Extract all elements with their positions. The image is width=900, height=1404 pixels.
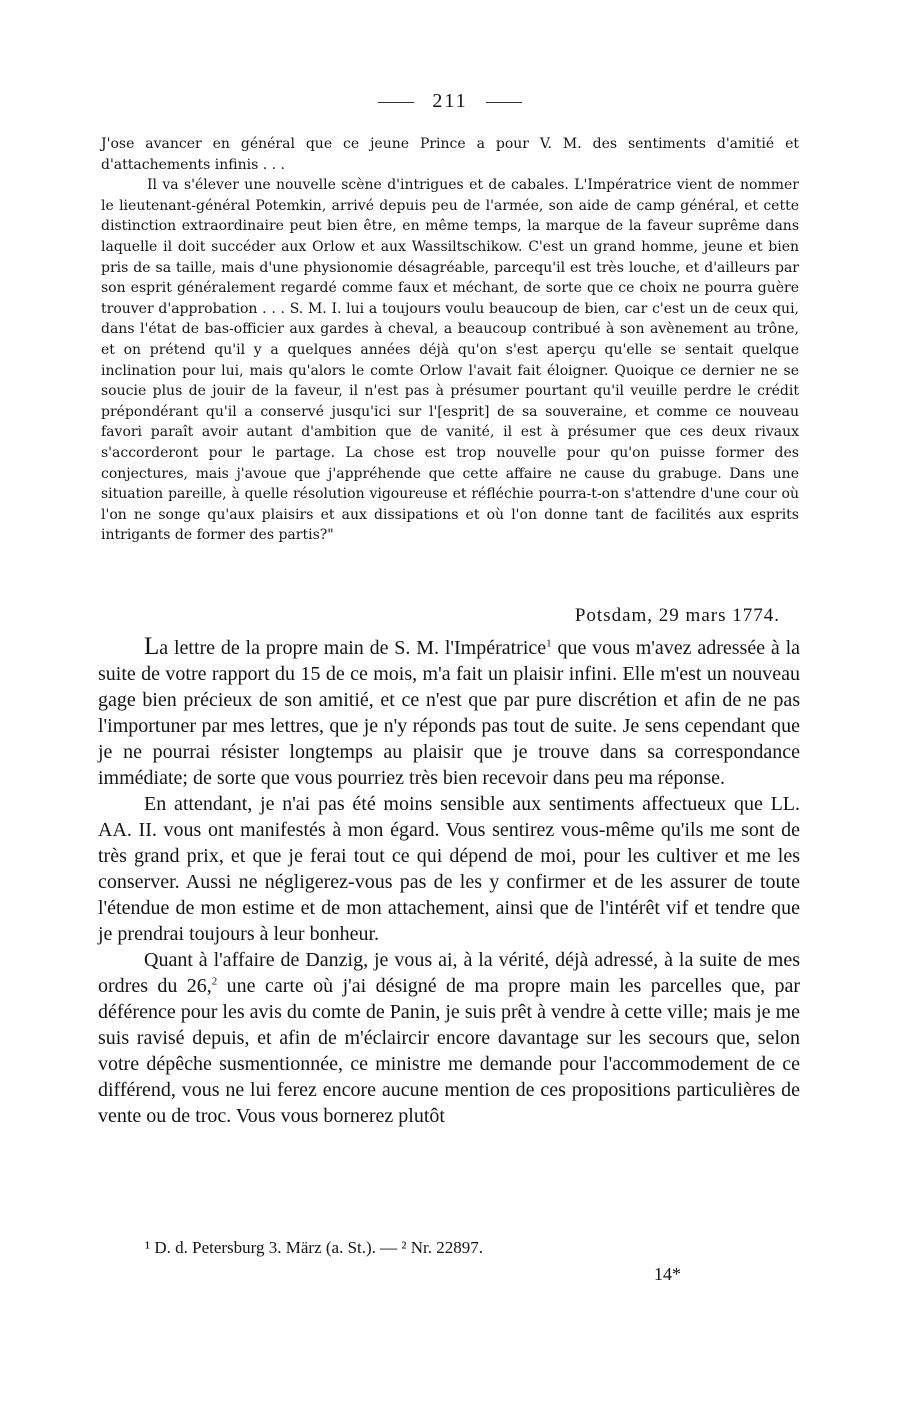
letter-paragraph: En attendant, je n'ai pas été moins sensible aux sentiments affectueux que LL. AA. II. vous ont manifestés à mon égard. Vous sentirez vous-même qu'ils me sont de très grand prix, et que je ferai tout ce qui dépend de moi, pour les cultiver et me les conserver. Aussi ne négligerez-vous pas de les y confirmer et de les assurer de toute l'étendue de mon estime et de mon attachement, ainsi que de l'intérêt vif et tendre que je prendrai toujours à leur bonheur. xyxy=(98,793,800,945)
footnote-marker: 1 xyxy=(546,637,552,650)
page-number: 211 xyxy=(432,90,468,112)
letter-paragraph xyxy=(98,947,800,1129)
quoted-report xyxy=(101,134,799,546)
header-rule-right xyxy=(486,102,522,103)
initial-letter: L xyxy=(144,633,160,660)
letter-text: que vous m'avez adressée à la suite de votre rapport du 15 de ce mois, m'a fait un plaisir infini. Elle m'est un nouveau gage bien précieux de son amitié, et ce n'est que par pure discrétion et afin de ne pas l'importuner par mes lettres, que je n'y réponds pas tout de suite. Je sens cependant que je ne pourrai résister longtemps au plaisir que je trouve dans sa correspondance immédiate; de sorte que vous pourriez très bien recevoir dans peu ma réponse. xyxy=(98,637,800,789)
letter-text: Quant à l'affaire de Danzig, je vous ai, à la vérité, déjà adressé, à la suite de mes ordres du 26, xyxy=(98,949,800,997)
letter-text: une carte où j'ai désigné de ma propre main les parcelles que, par déférence pour les avis du comte de Panin, je suis prêt à vendre à cette ville; mais je me suis ravisé depuis, et afin de m'éclaircir encore davantage sur les secours que, selon votre dépêche susmentionnée, ce ministre me demande pour l'accommodement de ce différend, vous ne lui ferez encore aucune mention de ces propositions particulières de vente ou de troc. Vous vous bornerez plutôt xyxy=(98,975,801,1127)
signature-mark: 14* xyxy=(654,1264,681,1284)
quote-paragraph: Il va s'élever une nouvelle scène d'intrigues et de cabales. L'Impératrice vient de nommer le lieutenant-général Potemkin, arrivé depuis peu de l'armée, son aide de camp général, et cette distinction extraordinaire peut bien être, en même temps, la marque de la faveur suprême dans laquelle il doit succéder aux Orlow et aux Wassiltschikow. C'est un grand homme, jeune et bien pris de sa taille, mais d'une physionomie désagréable, parcequ'il est très louche, et d'ailleurs par son esprit généralement regardé comme faux et méchant, de sorte que ce choix ne pourra guère trouver d'approbation . . . S. M. I. lui a toujours voulu beaucoup de bien, car c'est un de ceux qui, dans l'état de bas-officier aux gardes à cheval, a beaucoup contribué à son avènement au trône, et on prétend qu'il y a quelques années déjà qu'on s'est aperçu qu'elle se sentait quelque inclination pour lui, mais qu'alors le comte Orlow l'avait fait éloigner. Quoique ce dernier ne se soucie plus de jouir de la faveur, il n'est pas à présumer pourtant qu'il veuille perdre le crédit prépondérant qu'il a conservé jusqu'ici sur l'[esprit] de sa souveraine, et comme ce nouveau favori paraît avoir autant d'ambition que de vanité, il est à présumer que ces deux rivaux s'accorderont pour le partage. La chose est trop nouvelle pour qu'on puisse former des conjectures, mais j'avoue que j'appréhende que cette affaire ne cause du grabuge. Dans une situation pareille, à quelle résolution vigoureuse et réfléchie pourra-t-on s'attendre d'une cour où l'on ne songe qu'aux plaisirs et aux dissipations et où l'on donne tant de facilités aux esprits intrigants de former des partis?" xyxy=(101,177,799,544)
footnote-marker: 2 xyxy=(211,975,218,988)
letter-paragraph xyxy=(98,634,800,791)
header-rule-left xyxy=(378,102,414,103)
quote-paragraph: J'ose avancer en général que ce jeune Prince a pour V. M. des sentiments d'amitié et d'attachements infinis . . . xyxy=(101,136,799,173)
footnotes: ¹ D. d. Petersburg 3. März (a. St.). — ² Nr. 22897. xyxy=(145,1238,484,1257)
letter-text: a lettre de la propre main de S. M. l'Impératrice xyxy=(159,637,547,659)
page-header xyxy=(0,90,900,113)
dateline: Potsdam, 29 mars 1774. xyxy=(574,605,780,626)
letter-body xyxy=(98,634,800,1129)
